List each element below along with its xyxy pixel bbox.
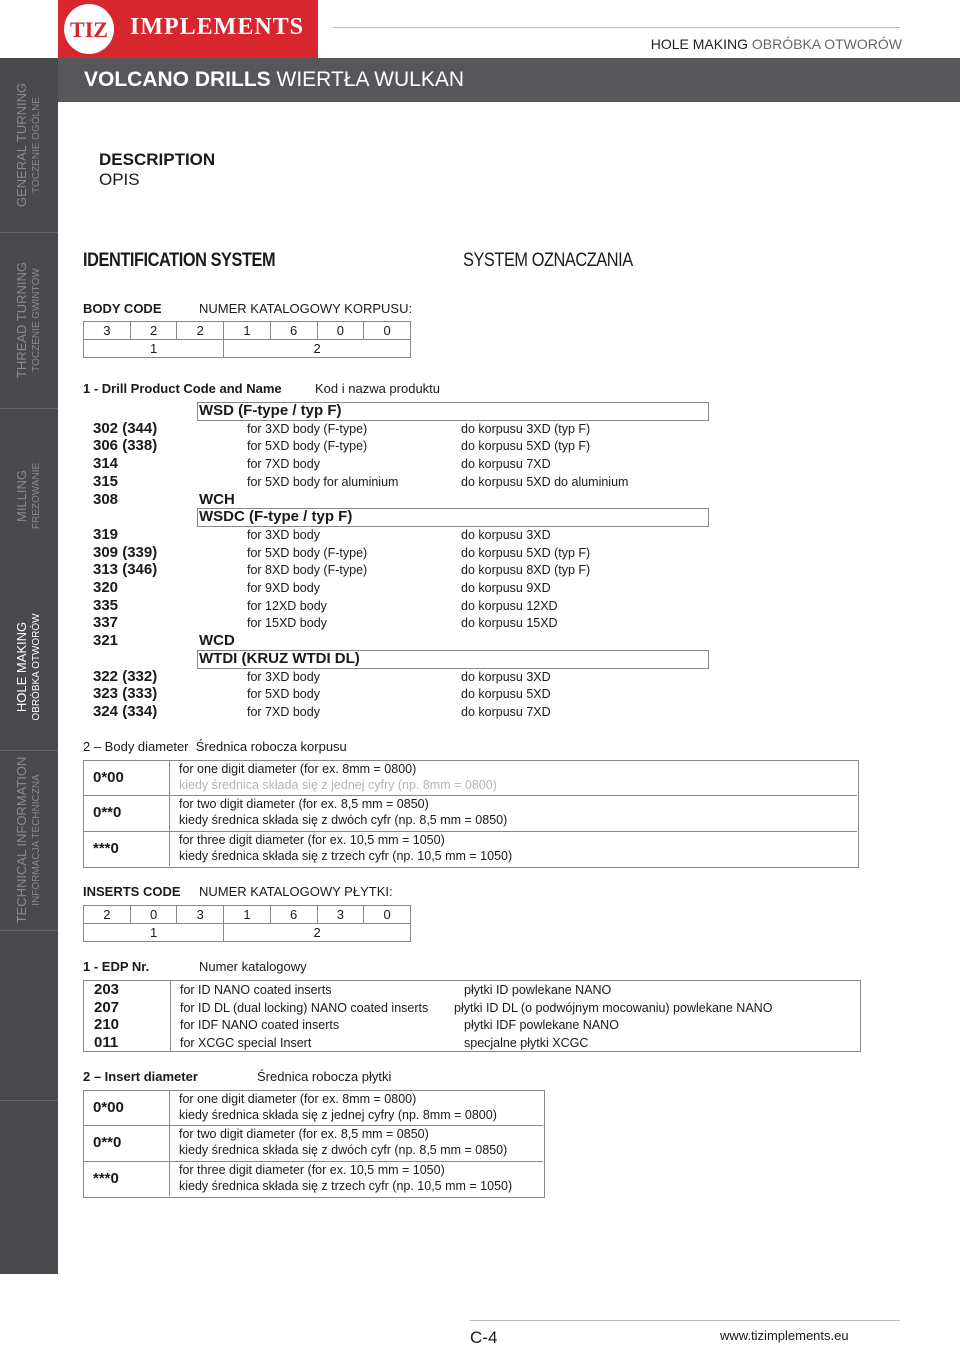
identification-heading-pl: SYSTEM OZNACZANIA [463,250,633,271]
product-name: WCD [199,632,235,650]
diameter-code: ***0 [93,1169,119,1187]
product-desc-en: for 8XD body (F-type) [247,563,368,578]
sidebar-item-label: THREAD TURNING [14,261,29,379]
body-code-box [83,321,411,358]
edp-row [84,1016,860,1034]
code-digit: 2 [130,322,177,340]
product-desc-pl: do korpusu 9XD [461,581,551,595]
edp-row [84,981,860,999]
diameter-desc-pl: kiedy średnica składa się z dwóch cyfr (np. 8,5 mm = 0850) [179,1143,508,1158]
page-title-bar [58,58,960,102]
edp-row [84,999,860,1017]
diameter-code: 0*00 [93,1099,124,1116]
code-digit: 3 [317,906,364,924]
product-code: 308 [93,490,119,508]
product-code: 322 (332) [93,667,158,685]
product-row [83,632,707,650]
edp-desc-pl: płytki ID powlekane NANO [464,983,612,997]
product-desc-pl: do korpusu 5XD (typ F) [461,439,591,454]
body-diameter-label-pl: Średnica robocza korpusu [195,739,347,754]
sidebar-item-label: TECHNICAL INFORMATION [14,756,29,924]
edp-desc-en: for XCGC special Insert [180,1035,312,1050]
product-row [83,526,707,544]
product-code-table [83,402,707,720]
product-desc-pl: do korpusu 5XD do aluminium [461,474,629,489]
diameter-code: 0*00 [93,769,124,786]
product-name: WCH [199,490,235,508]
diameter-desc-pl: kiedy średnica składa się z trzech cyfr (np. 10,5 mm = 1050) [179,1178,513,1193]
product-row [83,420,707,438]
product-code: 313 (346) [93,561,158,579]
body-diameter-table [83,760,857,866]
product-desc-en: for 9XD body [247,581,320,595]
description-heading-en: DESCRIPTION [99,150,216,169]
body-diameter-label [83,739,347,754]
section-title [651,36,902,52]
product-code: 335 [93,596,119,614]
product-code: 319 [93,525,119,543]
website-link[interactable]: www.tizimplements.eu [720,1328,849,1343]
sidebar-item-general-turning[interactable] [0,58,58,233]
product-row [83,561,707,579]
product-desc-pl: do korpusu 15XD [461,616,558,631]
product-code-label-pl: Kod i nazwa produktu [315,381,441,396]
sidebar-item-sublabel: FREZOWANIE [31,462,42,530]
product-code: 306 (338) [93,437,158,455]
product-desc-en: for 15XD body [247,616,327,631]
code-group: 2 [224,340,411,358]
sidebar-item-label: HOLE MAKING [14,621,29,713]
product-group-name: WSD (F-type / typ F) [199,402,342,419]
brand-logo [58,0,318,58]
product-desc-en: for 7XD body [247,704,320,719]
code-group: 1 [84,340,224,358]
section-title-en: HOLE MAKING [650,36,748,52]
product-row [83,455,707,473]
diameter-code: ***0 [93,839,119,857]
product-group-name: WTDI (KRUZ WTDI DL) [199,649,360,667]
product-desc-en: for 12XD body [247,598,327,613]
page-title-pl: WIERTŁA WULKAN [276,68,464,91]
diameter-row [83,833,857,868]
product-desc-pl: do korpusu 8XD (typ F) [461,563,591,578]
sidebar-item-sublabel: OBRÓBKA OTWORÓW [31,613,42,721]
diameter-desc-en: for three digit diameter (for ex. 10,5 mm = 1050) [179,1162,445,1177]
identification-heading: IDENTIFICATION SYSTEM [83,250,276,271]
diameter-row [83,1163,543,1198]
product-code: 302 (344) [93,419,158,437]
sidebar-item-sublabel: TOCZENIE GWINTÓW [31,268,42,372]
edp-desc-en: for ID DL (dual locking) NANO coated inserts [180,1000,429,1015]
sidebar-item-empty [0,930,58,1101]
insert-diameter-label-en: 2 – Insert diameter [83,1069,198,1084]
inserts-code-label: INSERTS CODE [83,884,181,899]
diameter-desc-pl: kiedy średnica składa się z jednej cyfry (np. 8mm = 0800) [179,778,497,792]
product-desc-pl: do korpusu 5XD [461,687,551,702]
code-digit: 3 [84,322,131,340]
body-diameter-label-en: 2 – Body diameter [83,739,189,754]
body-code-label: BODY CODE [83,301,162,316]
product-desc-pl: do korpusu 3XD (typ F) [461,421,591,436]
product-row [83,402,707,420]
edp-code: 203 [94,981,120,998]
product-desc-pl: do korpusu 3XD [461,669,551,684]
product-code: 323 (333) [93,685,158,703]
product-code-label: 1 - Drill Product Code and Name [83,381,282,396]
code-digit: 6 [270,322,317,340]
section-title-pl: OBRÓBKA OTWORÓW [751,36,902,52]
inserts-code-box [83,905,411,942]
product-row [83,614,707,632]
diameter-code: 0**0 [93,1134,122,1152]
product-code: 324 (334) [93,702,158,720]
diameter-desc-en: for one digit diameter (for ex. 8mm = 0800) [179,762,417,776]
product-desc-pl: do korpusu 3XD [461,527,551,542]
product-desc-pl: do korpusu 7XD [461,457,551,472]
edp-code: 207 [94,998,120,1016]
insert-diameter-label-pl: Średnica robocza płytki [257,1069,392,1084]
code-digit: 3 [177,906,224,924]
sidebar-item-sublabel: TOCZENIE OGÓLNE [31,97,42,193]
insert-diameter-table [83,1090,543,1196]
product-desc-en: for 7XD body [247,457,320,472]
edp-desc-en: for ID NANO coated inserts [180,983,332,997]
sidebar-item-technical-information[interactable] [0,750,58,931]
product-code: 314 [93,455,119,473]
code-digit: 0 [364,906,411,924]
product-desc-en: for 5XD body for aluminium [247,474,399,489]
code-digit: 1 [224,322,271,340]
edp-desc-pl: płytki ID DL (o podwójnym mocowaniu) powlekane NANO [454,1000,773,1015]
product-code: 337 [93,614,119,632]
product-code: 321 [93,632,119,650]
logo-mark [64,4,114,54]
product-code: 315 [93,472,119,490]
diameter-row [83,1092,543,1127]
product-desc-pl: do korpusu 7XD [461,704,551,719]
diameter-row [83,1127,543,1162]
code-group: 2 [224,924,411,942]
diameter-desc-en: for two digit diameter (for ex. 8,5 mm = 0850) [179,1127,429,1142]
product-desc-en: for 3XD body [247,527,320,542]
product-code: 320 [93,579,119,596]
code-digit: 2 [177,322,224,340]
product-row [83,597,707,615]
product-desc-en: for 5XD body [247,687,320,702]
product-desc-pl: do korpusu 12XD [461,598,558,613]
body-code-label-pl: NUMER KATALOGOWY KORPUSU: [199,301,413,316]
logo-mark-text: TIZ [70,17,108,42]
code-group: 1 [84,924,224,942]
product-row [83,685,707,703]
edp-desc-pl: specjalne płytki XCGC [464,1035,589,1050]
footer-divider [470,1320,900,1321]
product-row [83,650,707,668]
product-desc-en: for 5XD body (F-type) [247,545,368,560]
diameter-desc-pl: kiedy średnica składa się z dwóch cyfr (np. 8,5 mm = 0850) [179,813,508,828]
product-row [83,437,707,455]
page-number: C-4 [470,1328,498,1347]
diameter-code: 0**0 [93,804,122,822]
product-desc-en: for 3XD body (F-type) [247,421,368,436]
edp-label: 1 - EDP Nr. [83,959,150,974]
edp-code: 011 [94,1033,119,1051]
sidebar-item-milling[interactable] [0,408,58,585]
product-row [83,703,707,721]
code-digit: 0 [364,322,411,340]
diameter-desc-pl: kiedy średnica składa się z jednej cyfry (np. 8mm = 0800) [179,1108,497,1122]
edp-code: 210 [94,1016,120,1033]
sidebar-item-label: GENERAL TURNING [14,82,29,208]
edp-table [83,980,861,1052]
page-title-en: VOLCANO DRILLS [84,68,271,91]
product-row [83,579,707,597]
product-code: 309 (339) [93,543,158,561]
diameter-row [83,797,857,832]
diameter-desc-en: for two digit diameter (for ex. 8,5 mm = 0850) [179,797,429,812]
edp-desc-en: for IDF NANO coated inserts [180,1018,340,1032]
diameter-desc-en: for three digit diameter (for ex. 10,5 mm = 1050) [179,832,445,847]
brand-name: IMPLEMENTS [130,14,305,40]
product-group-name: WSDC (F-type / typ F) [199,508,353,526]
diameter-row [83,762,857,797]
product-row [83,668,707,686]
edp-desc-pl: płytki IDF powlekane NANO [464,1018,619,1032]
code-digit: 2 [84,906,131,924]
product-row [83,491,707,509]
code-digit: 0 [130,906,177,924]
description-heading [99,150,215,190]
diameter-desc-en: for one digit diameter (for ex. 8mm = 0800) [179,1092,417,1106]
product-row [83,473,707,491]
code-digit: 1 [224,906,271,924]
insert-diameter-label [83,1069,392,1084]
sidebar-item-thread-turning[interactable] [0,232,58,409]
sidebar-item-label: MILLING [14,469,29,523]
diameter-desc-pl: kiedy średnica składa się z trzech cyfr (np. 10,5 mm = 1050) [179,848,513,863]
description-heading-pl: OPIS [99,170,140,189]
product-row [83,508,707,526]
sidebar-item-hole-making[interactable] [0,584,58,751]
code-digit: 0 [317,322,364,340]
edp-label-pl: Numer katalogowy [199,959,307,974]
edp-row [84,1034,860,1052]
header-divider [333,27,900,28]
product-desc-pl: do korpusu 5XD (typ F) [461,545,591,560]
inserts-code-label-pl: NUMER KATALOGOWY PŁYTKI: [199,884,393,899]
product-desc-en: for 3XD body [247,669,320,684]
sidebar-item-sublabel: INFORMACJA TECHNICZNA [31,774,42,906]
product-desc-en: for 5XD body (F-type) [247,439,368,454]
product-row [83,544,707,562]
code-digit: 6 [270,906,317,924]
